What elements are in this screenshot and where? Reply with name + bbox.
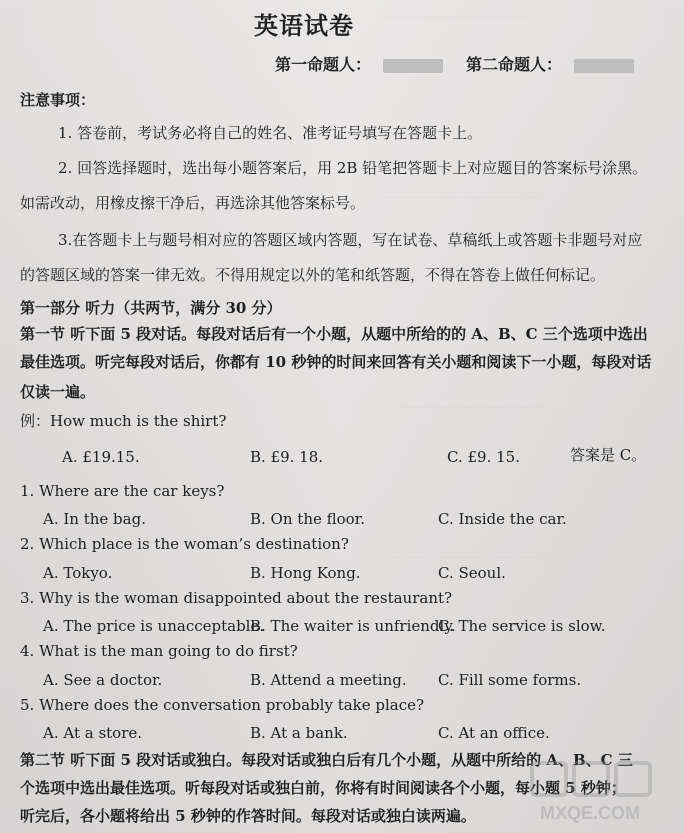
question-1-option-a: A. In the bag. [43,510,146,528]
example-question: 例：How much is the shirt? [20,412,227,430]
watermark-text: MXQE.COM [540,803,641,823]
example-option-c: C. £9. 15. [447,448,520,466]
question-4-option-a: A. See a doctor. [43,671,163,689]
question-3-option-a: A. The price is unacceptable. [43,617,265,635]
question-4-option-b: B. Attend a meeting. [250,671,407,689]
question-5-option-b: B. At a bank. [250,724,348,742]
proposer-1-text: 第一命题人： [275,55,372,74]
bleed-through-text: .............................................. [380,188,541,201]
part1-section1-line2: 最佳选项。听完每段对话后，你都有 10 秒钟的时间来回答有关小题和阅读下一小题，每段对话 [20,353,652,371]
part1-section1-line3: 仅读一遍。 [20,383,96,401]
question-5: 5. Where does the conversation probably take place? [20,696,425,714]
question-3: 3. Why is the woman disappointed about the restaurant? [20,589,453,607]
question-3-option-c: C. The service is slow. [438,617,606,635]
question-3-option-b: B. The waiter is unfriendly. [250,617,456,635]
proposer-2-text: 第二命题人： [466,55,563,74]
section2-line2: 个选项中选出最佳选项。听每段对话或独白前，你将有时间阅读各个小题，每小题 5 秒钟； [20,779,626,797]
part1-section1-line1: 第一节 听下面 5 段对话。每段对话后有一个小题，从题中所给的的 A、B、C 三个选项中选出 [20,325,648,343]
notes-item-3a: 3.在答题卡上与题号相对应的答题区域内答题，写在试卷、草稿纸上或答题卡非题号对应 [58,231,643,249]
question-5-option-a: A. At a store. [43,724,143,742]
watermark-logo [526,757,676,827]
example-option-b: B. £9. 18. [250,448,324,466]
section2-line1: 第二节 听下面 5 段对话或独白。每段对话或独白后有几个小题，从题中所给的 A、B、C 三 [20,751,633,769]
question-1-option-c: C. Inside the car. [438,510,567,528]
notes-item-1: 1. 答卷前，考试务必将自己的姓名、准考证号填写在答题卡上。 [58,124,483,142]
exam-title: 英语试卷 [254,11,354,40]
question-2: 2. Which place is the woman’s destination? [20,535,349,553]
redacted-name-1 [383,59,443,73]
proposer-1-label [275,52,443,75]
bleed-through-text: .......................................... [400,398,547,411]
question-1: 1. Where are the car keys? [20,482,225,500]
proposer-2-label [466,52,634,75]
redacted-name-2 [574,59,634,73]
question-2-option-c: C. Seoul. [438,564,506,582]
part1-heading: 第一部分 听力（共两节，满分 30 分） [20,299,282,317]
question-5-option-c: C. At an office. [438,724,550,742]
notes-item-2a: 2. 回答选择题时，选出每小题答案后，用 2B 铅笔把答题卡上对应题目的答案标号涂黑。 [58,159,648,177]
section2-line3: 听完后，各小题将给出 5 秒钟的作答时间。每段对话或独白读两遍。 [20,807,476,825]
question-4-option-c: C. Fill some forms. [438,671,582,689]
example-answer: 答案是 C。 [570,446,647,464]
notes-title: 注意事项： [20,91,96,109]
question-2-option-b: B. Hong Kong. [250,564,361,582]
bleed-through-text: .............................................. [390,548,551,561]
notes-item-3b: 的答题区域的答案一律无效。不得用规定以外的笔和纸答题，不得在答卷上做任何标记。 [20,266,606,284]
notes-item-2b: 如需改动，用橡皮擦干净后，再选涂其他答案标号。 [20,194,366,212]
example-option-a: A. £19.15. [62,448,140,466]
question-2-option-a: A. Tokyo. [43,564,113,582]
bleed-through-text: .......................................... [385,8,532,21]
question-4: 4. What is the man going to do first? [20,642,298,660]
question-1-option-b: B. On the floor. [250,510,365,528]
